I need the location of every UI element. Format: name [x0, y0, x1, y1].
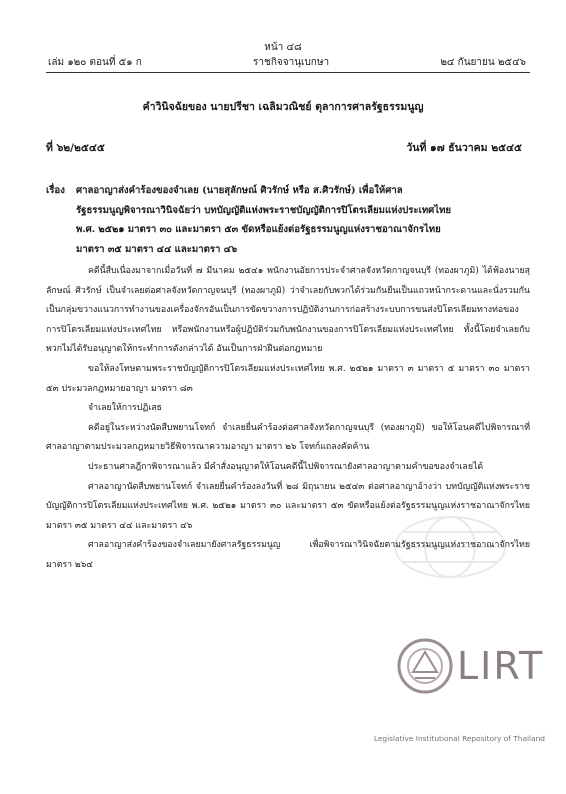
logo-wordmark: LIRT [457, 644, 545, 688]
body-paragraph-1: คดีนี้สืบเนื่องมาจากเมื่อวันที่ ๗ มีนาคม ๒๕๔๑ พนักงานอัยการประจำศาลจังหวัดกาญจนบุรี (ทองผาภูมิ) ได้ฟ้องนายสุลักษณ์ ศิวรักษ์ เป็นจำเลยต่อศาลจังหวัดกาญจนบุรี (ทองผาภูมิ) ว่าจำเลยกับพวกได้ร่วมกันยืนเป็นแถวหน้ากระดานและนั่งรวมกันเป็นกลุ่มขวางแนวการทำงานของเครื่องจักรอันเป็นการขัดขวางการปฏิบัติงานการก่อสร้างระบบการขนส่งปิโตรเลียมทางท่อของการปิโตรเลียมแห่งประเทศไทย หรือพนักงานหรือผู้ปฏิบัติร่วมกับพนักงานของการปิโตรเลียมแห่งประเทศไทย ทั้งนี้โดยจำเลยกับพวกไม่ได้รับอนุญาตให้กระทำการดังกล่าวได้ อันเป็นการฝ่าฝืนต่อกฎหมาย [46, 266, 530, 355]
subject-block [46, 181, 528, 259]
document-date: วันที่ ๑๗ ธันวาคม ๒๕๔๕ [406, 142, 522, 154]
body-paragraph-4: คดีอยู่ในระหว่างนัดสืบพยานโจทก์ จำเลยยื่นคำร้องต่อศาลจังหวัดกาญจนบุรี (ทองผาภูมิ) ขอให้โอนคดีไปพิจารณาที่ศาลอาญาตามประมวลกฎหมายวิธีพิจารณาความอาญา มาตรา ๒๖ โจทก์แถลงคัดค้าน [46, 422, 530, 453]
globe-watermark-icon [390, 512, 510, 582]
lirt-logo [373, 632, 545, 752]
body-paragraph-3: จำเลยให้การปฏิเสธ [88, 403, 162, 414]
header-page-number: หน้า ๔๘ [264, 42, 302, 53]
body-paragraph-2: ขอให้ลงโทษตามพระราชบัญญัติการปิโตรเลียมแห่งประเทศไทย พ.ศ. ๒๕๒๑ มาตรา ๓ มาตรา ๕ มาตรา ๓๐ มาตรา ๕๓ ประมวลกฎหมายอาญา มาตรา ๘๓ [46, 363, 530, 394]
body-paragraph-6: ศาลอาญานัดสืบพยานโจทก์ จำเลยยื่นคำร้องลงวันที่ ๒๘ มิถุนายน ๒๕๔๓ ต่อศาลอาญาอ้างว่า บทบัญญัติแห่งพระราชบัญญัติการปิโตรเลียมแห่งประเทศไทย พ.ศ. ๒๕๒๑ มาตรา ๓๐ และมาตรา ๕๓ ขัดหรือแย้งต่อรัฐธรรมนูญแห่งราชอาณาจักรไทย มาตรา ๓๕ มาตรา ๔๔ และมาตรา ๔๖ [46, 481, 530, 531]
body-paragraph-5: ประธานศาลฎีกาพิจารณาแล้ว มีคำสั่งอนุญาตให้โอนคดีนี้ไปพิจารณายังศาลอาญาตามคำขอของจำเลยได้ [88, 461, 484, 472]
subject-label: เรื่อง [46, 185, 65, 196]
document-number: ที่ ๖๒/๒๕๔๕ [46, 142, 105, 154]
subject-line-3: พ.ศ. ๒๕๒๑ มาตรา ๓๐ และมาตรา ๕๓ ขัดหรือแย้งต่อรัฐธรรมนูญแห่งราชอาณาจักรไทย [76, 224, 441, 235]
header-gazette: ราชกิจจานุเบกษา [253, 57, 330, 68]
header-volume: เล่ม ๑๒๐ ตอนที่ ๕๑ ก [48, 57, 142, 68]
subject-line-2: รัฐธรรมนูญพิจารณาวินิจฉัยว่า บทบัญญัติแห่งพระราชบัญญัติการปิโตรเลียมแห่งประเทศไทย [76, 204, 452, 216]
document-title: คำวินิจฉัยของ นายปรีชา เฉลิมวณิชย์ ตุลาการศาลรัฐธรรมนูญ [142, 101, 424, 113]
header-date: ๒๔ กันยายน ๒๕๔๖ [440, 57, 526, 68]
header-row [48, 55, 526, 70]
body-paragraph-7: ศาลอาญาส่งคำร้องของจำเลยมายังศาลรัฐธรรมนูญ เพื่อพิจารณาวินิจฉัยตามรัฐธรรมนูญแห่งราชอาณาจักรไทย มาตรา ๒๖๔ [46, 540, 530, 570]
header-divider [46, 72, 530, 73]
subject-line-1: ศาลอาญาส่งคำร้องของจำเลย (นายสุลักษณ์ ศิวรักษ์ หรือ ส.ศิวรักษ์) เพื่อให้ศาล [76, 185, 403, 196]
logo-caption: Legislative Institutional Repository of Thailand [373, 734, 545, 743]
subject-line-4: มาตรา ๓๕ มาตรา ๔๔ และมาตรา ๔๖ [76, 243, 238, 255]
